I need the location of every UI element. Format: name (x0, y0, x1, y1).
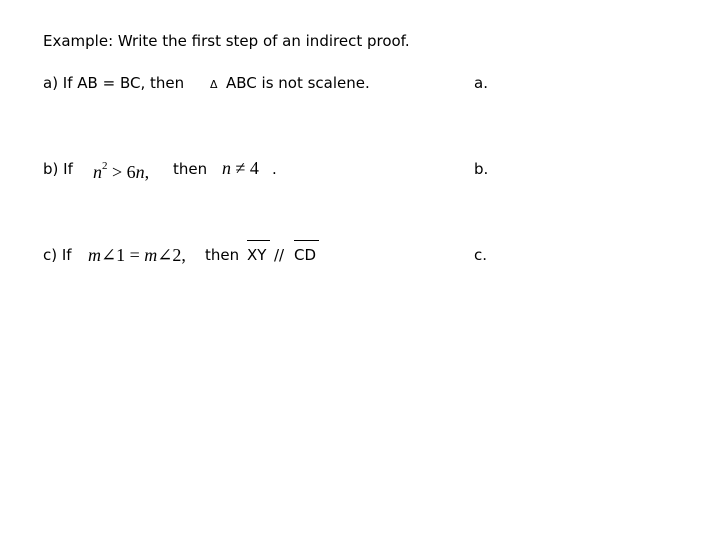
answer-label-a: a. (474, 74, 488, 92)
row-c-segment-1: XY (247, 246, 267, 264)
segment-cd-overline (294, 240, 319, 241)
row-b-connector: then (173, 160, 208, 178)
row-c-label: c) If (43, 246, 72, 264)
row-c-segment-2: CD (294, 246, 317, 264)
row-a-statement: ABC is not scalene. (226, 74, 370, 92)
triangle-icon: Δ (210, 78, 218, 91)
heading: Example: Write the first step of an indirect proof. (43, 32, 410, 50)
segment-xy-overline (247, 240, 270, 241)
row-b-conclusion-math: n ≠ 4 (222, 158, 259, 178)
row-b-trailing: . (272, 160, 277, 178)
row-c-hypothesis-math: m∠1 = m∠2, (88, 245, 186, 265)
row-c-connector: then (205, 246, 240, 264)
answer-label-c: c. (474, 246, 488, 264)
answer-label-b: b. (474, 160, 489, 178)
row-c-parallel: // (274, 246, 285, 264)
row-a-label: a) If AB = BC, then (43, 74, 185, 92)
row-b-label: b) If (43, 160, 73, 178)
row-b-hypothesis-math: $n^2 > 6n$, (93, 160, 150, 182)
